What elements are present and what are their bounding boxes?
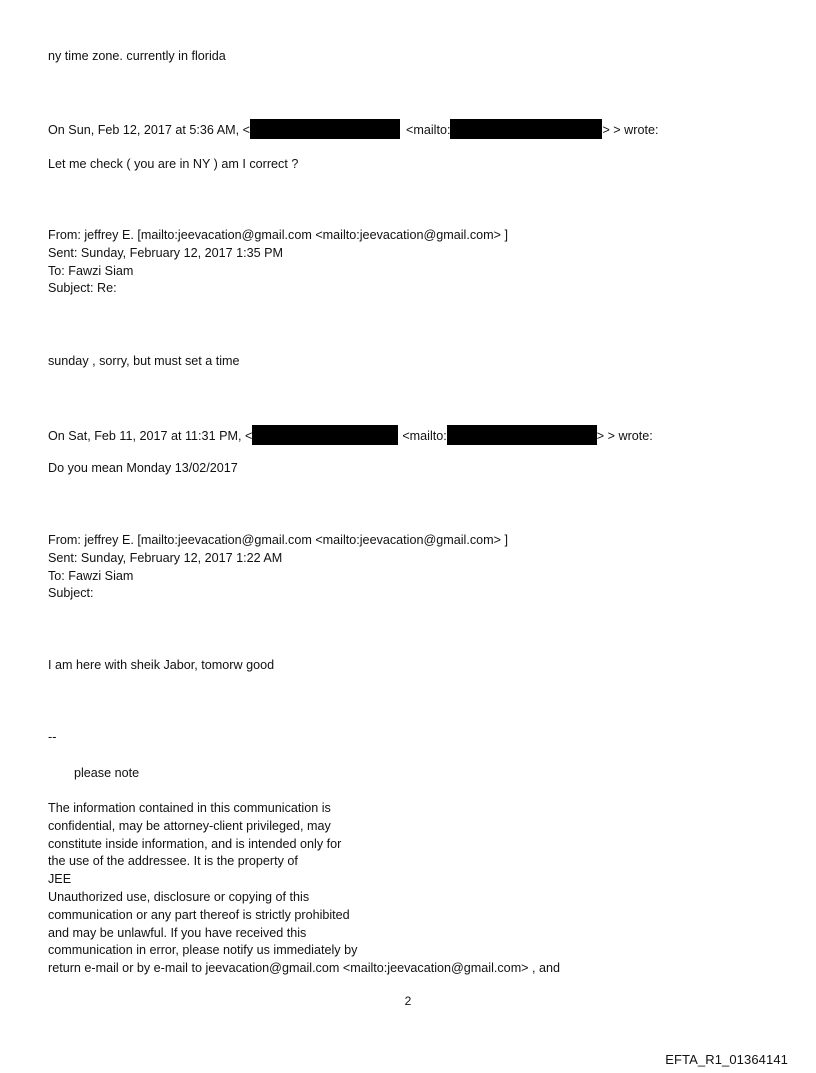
document-id: EFTA_R1_01364141 <box>665 1052 788 1067</box>
quoted-header-2 <box>48 425 653 445</box>
header-subject: Subject: <box>48 586 94 601</box>
quoted-header-prefix: On Sat, Feb 11, 2017 at 11:31 PM, < <box>48 429 253 443</box>
quoted-header-mailto: <mailto: <box>406 123 451 137</box>
quoted-header-suffix: > > wrote: <box>602 123 659 137</box>
email-header-1 <box>48 227 508 298</box>
disclaimer-line: return e-mail or by e-mail to jeevacation@gmail.com <mailto:jeevacation@gmail.com> , and <box>48 961 561 976</box>
please-note-heading: please note <box>74 766 140 780</box>
email-header-2 <box>48 532 508 603</box>
quoted-header-mailto: <mailto: <box>402 429 447 443</box>
reply-text-1: ny time zone. currently in florida <box>48 49 226 63</box>
reply-text-2: Let me check ( you are in NY ) am I correct ? <box>48 157 299 171</box>
header-to: To: Fawzi Siam <box>48 568 134 583</box>
disclaimer-line: and may be unlawful. If you have received this <box>48 925 307 940</box>
header-sent: Sent: Sunday, February 12, 2017 1:35 PM <box>48 245 283 260</box>
reply-text-3: sunday , sorry, but must set a time <box>48 354 240 368</box>
redaction-block <box>252 425 398 445</box>
signature-separator: -- <box>48 730 57 744</box>
disclaimer-line: the use of the addressee. It is the property of <box>48 854 298 869</box>
confidentiality-disclaimer <box>48 800 560 978</box>
header-sent: Sent: Sunday, February 12, 2017 1:22 AM <box>48 550 283 565</box>
header-from: From: jeffrey E. [mailto:jeevacation@gmail.com <mailto:jeevacation@gmail.com> ] <box>48 228 508 242</box>
disclaimer-line: Unauthorized use, disclosure or copying of this <box>48 889 310 904</box>
disclaimer-line: communication or any part thereof is strictly prohibited <box>48 907 350 922</box>
disclaimer-line: communication in error, please notify us immediately by <box>48 943 358 958</box>
header-from: From: jeffrey E. [mailto:jeevacation@gmail.com <mailto:jeevacation@gmail.com> ] <box>48 533 508 547</box>
header-subject: Subject: Re: <box>48 281 117 296</box>
redaction-block <box>450 119 602 139</box>
disclaimer-line: The information contained in this communication is <box>48 801 331 815</box>
redaction-block <box>447 425 597 445</box>
reply-text-5: I am here with sheik Jabor, tomorw good <box>48 658 275 672</box>
disclaimer-line: constitute inside information, and is intended only for <box>48 836 342 851</box>
page-number: 2 <box>404 994 412 1008</box>
redaction-block <box>250 119 400 139</box>
disclaimer-line: JEE <box>48 872 72 887</box>
quoted-header-suffix: > > wrote: <box>596 429 653 443</box>
reply-text-4: Do you mean Monday 13/02/2017 <box>48 461 238 475</box>
disclaimer-line: confidential, may be attorney-client privileged, may <box>48 818 331 833</box>
quoted-header-1 <box>48 119 658 139</box>
header-to: To: Fawzi Siam <box>48 263 134 278</box>
quoted-header-prefix: On Sun, Feb 12, 2017 at 5:36 AM, < <box>48 123 250 137</box>
